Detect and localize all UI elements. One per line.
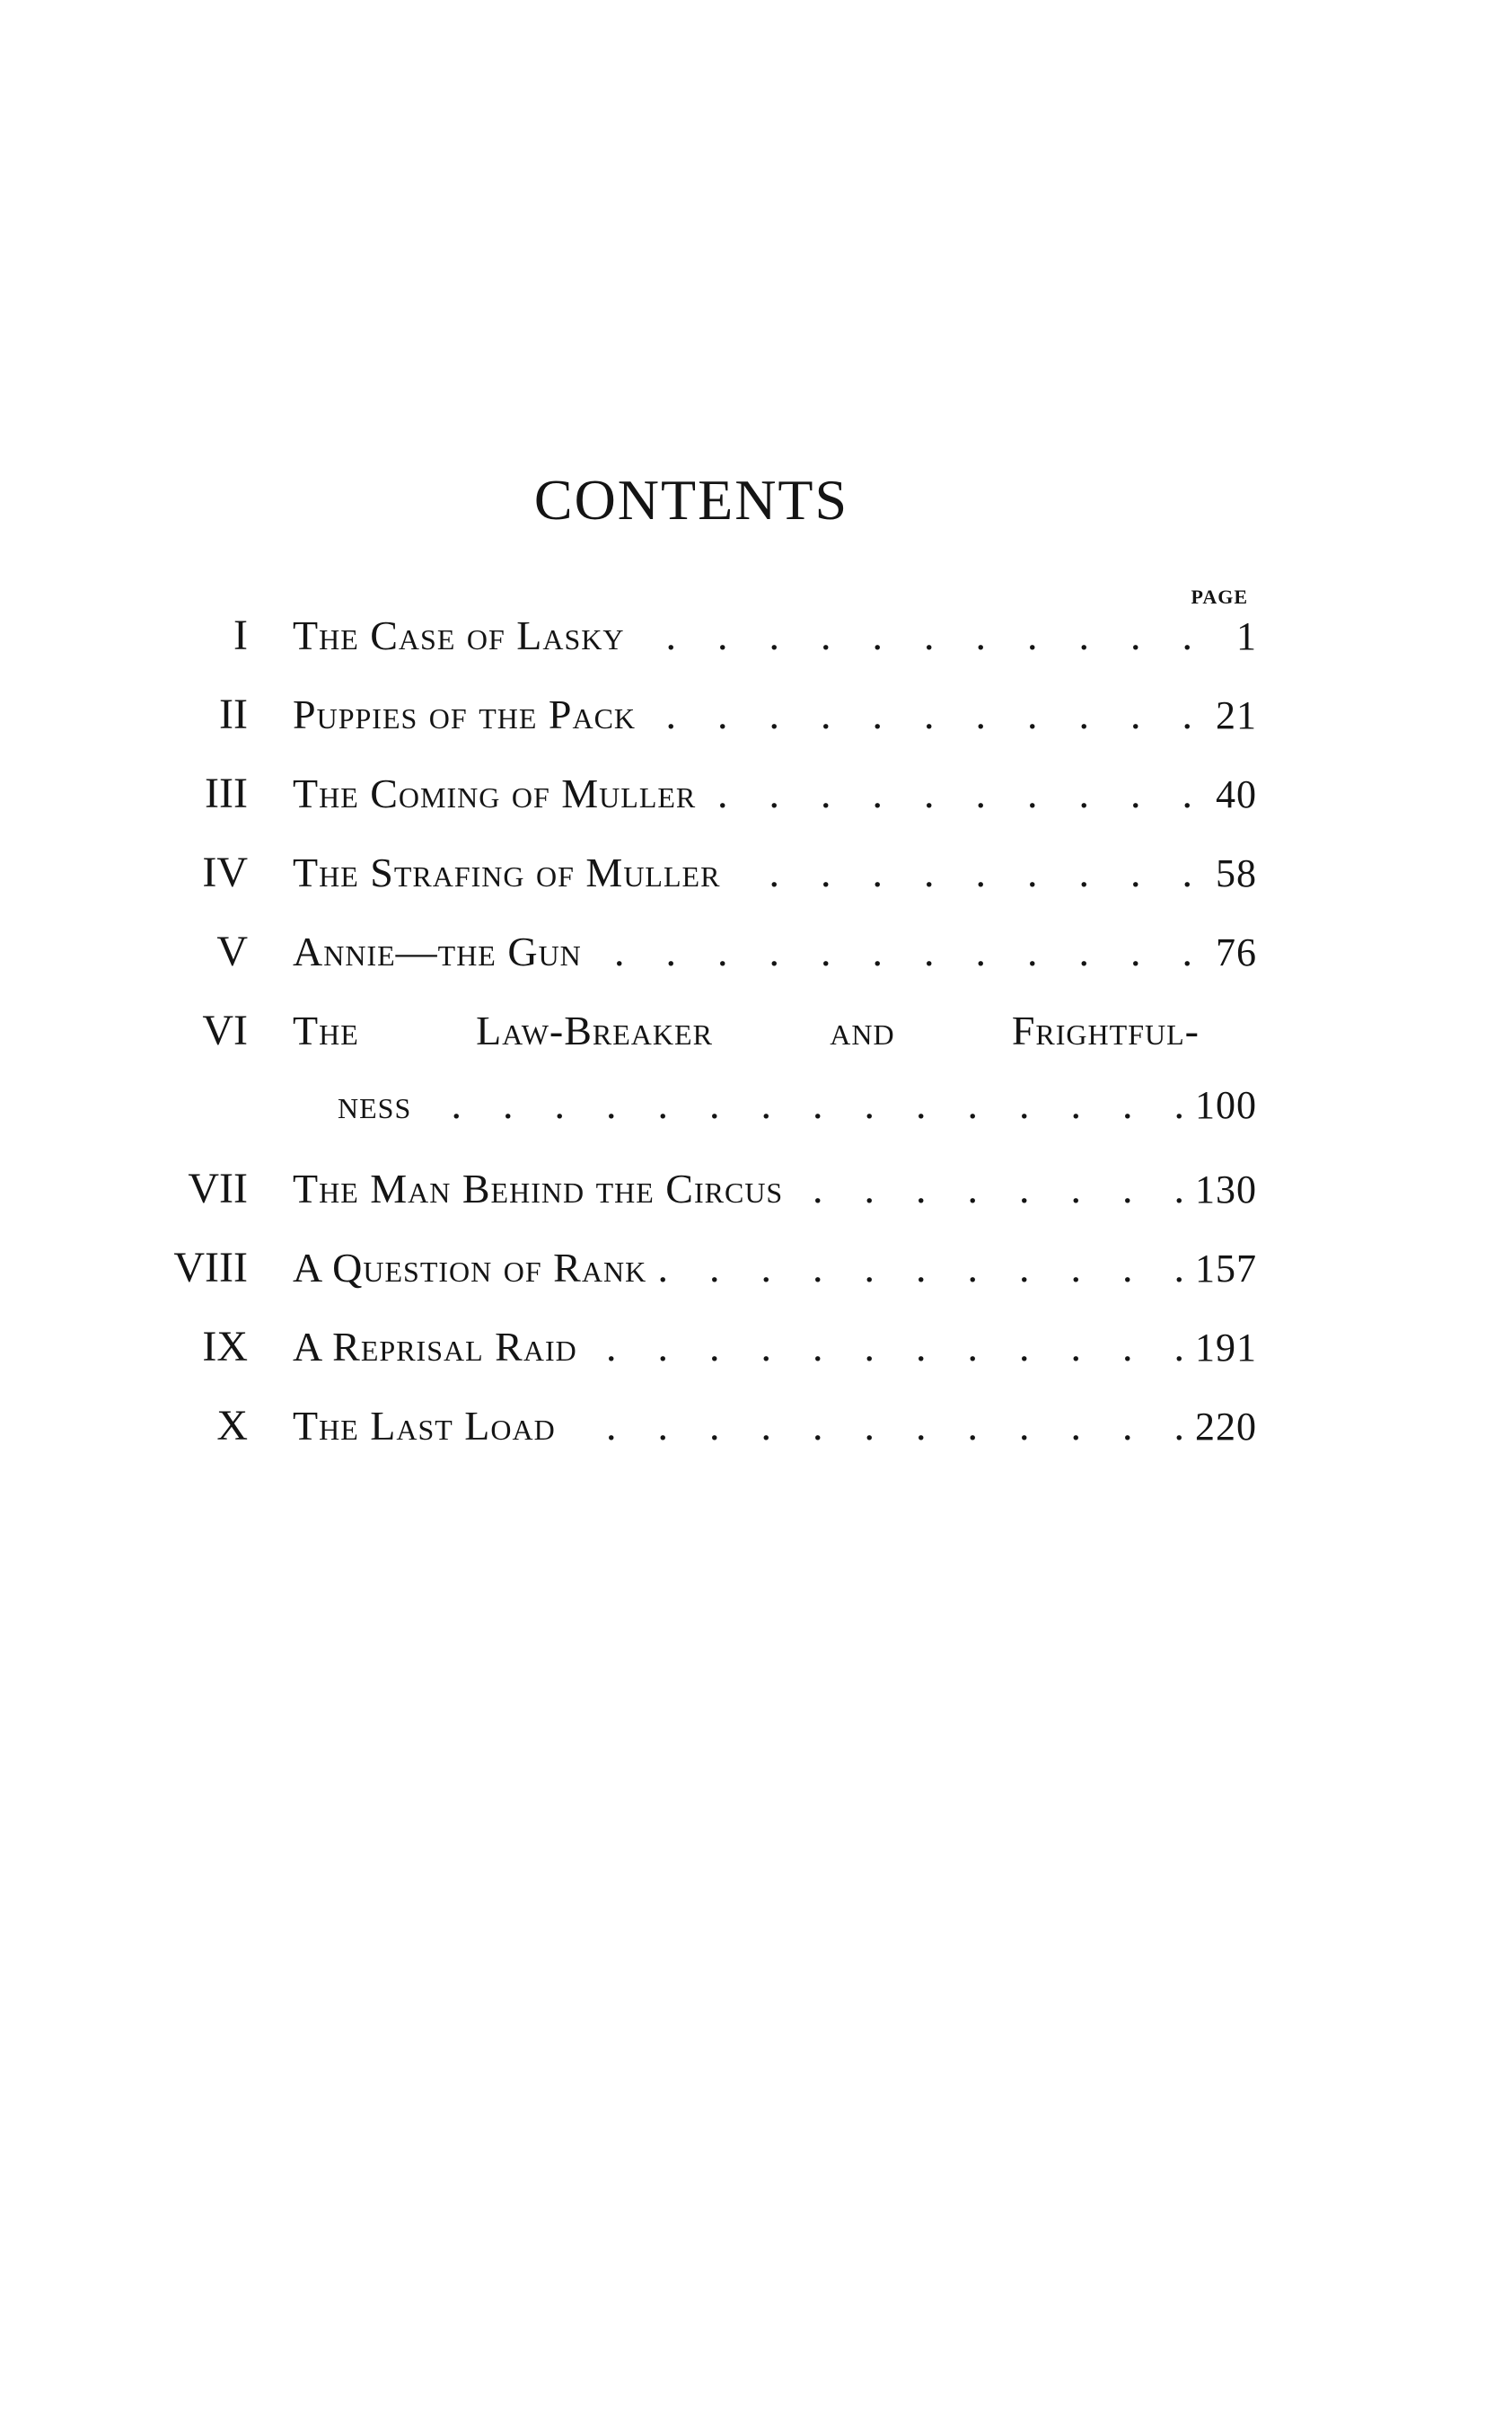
dot-leader	[731, 844, 1192, 902]
dot-leader	[657, 1239, 1184, 1297]
page-number: 157	[1195, 1247, 1257, 1291]
table-of-contents	[126, 607, 1257, 1476]
chapter-title: A Reprisal Raid	[293, 1324, 577, 1370]
page-number: 1	[1236, 614, 1257, 658]
chapter-title-word: The	[293, 1008, 359, 1053]
dot-leader	[707, 765, 1192, 823]
chapter-line-continued	[338, 1076, 1257, 1133]
chapter-line	[293, 607, 1257, 665]
toc-entry-9[interactable]	[126, 1318, 1257, 1397]
chapter-title: Annie—the Gun	[293, 929, 582, 974]
dot-leader	[567, 1397, 1184, 1455]
toc-entry-10[interactable]	[126, 1397, 1257, 1476]
chapter-line	[293, 923, 1257, 981]
page-column-label: PAGE	[1191, 586, 1248, 608]
toc-entry-7[interactable]	[126, 1160, 1257, 1239]
chapter-line	[293, 1002, 1200, 1060]
chapter-title-word: Frightful-	[1011, 1008, 1200, 1053]
toc-entry-4[interactable]	[126, 844, 1257, 923]
chapter-line	[293, 1160, 1257, 1218]
chapter-title: The Coming of Muller	[293, 771, 697, 816]
page-number: 130	[1195, 1167, 1257, 1211]
chapter-title: Puppies of the Pack	[293, 692, 637, 737]
toc-entry-8[interactable]	[126, 1239, 1257, 1318]
chapter-line	[293, 844, 1257, 902]
dot-leader	[422, 1076, 1184, 1133]
chapter-title: The Last Load	[293, 1403, 556, 1449]
chapter-number: X	[216, 1402, 248, 1449]
chapter-number: I	[233, 612, 248, 659]
chapter-title: The Case of Lasky	[293, 612, 625, 658]
chapter-title-continued: ness	[338, 1081, 412, 1127]
dot-leader	[593, 923, 1192, 981]
chapter-number: IX	[202, 1323, 248, 1370]
chapter-number: III	[205, 770, 248, 817]
chapter-line	[293, 1397, 1257, 1455]
chapter-number: VII	[188, 1165, 248, 1212]
chapter-line	[293, 1318, 1257, 1376]
dot-leader	[588, 1318, 1184, 1376]
chapter-title-word: and	[830, 1008, 895, 1053]
chapter-number: V	[216, 928, 248, 975]
chapter-number: VI	[202, 1007, 248, 1054]
dot-leader	[646, 686, 1192, 744]
page-number: 100	[1195, 1083, 1257, 1127]
chapter-title: A Question of Rank	[293, 1245, 647, 1291]
contents-heading: CONTENTS	[533, 468, 849, 532]
dot-leader	[794, 1160, 1184, 1218]
toc-entry-2[interactable]	[126, 686, 1257, 765]
page-number: 21	[1216, 693, 1257, 737]
chapter-line	[293, 686, 1257, 744]
page-number: 76	[1216, 930, 1257, 974]
page-number: 191	[1195, 1326, 1257, 1370]
chapter-title-word: Law-Breaker	[476, 1008, 713, 1053]
toc-entry-1[interactable]	[126, 607, 1257, 686]
toc-entry-6[interactable]	[126, 1002, 1257, 1160]
page-number: 58	[1216, 851, 1257, 895]
dot-leader	[636, 607, 1192, 665]
chapter-line	[293, 1239, 1257, 1297]
page-number: 40	[1216, 772, 1257, 816]
toc-entry-5[interactable]	[126, 923, 1257, 1002]
chapter-title: The Man Behind the Circus	[293, 1166, 784, 1211]
toc-entry-3[interactable]	[126, 765, 1257, 844]
chapter-title: The Strafing of Muller	[293, 850, 721, 895]
chapter-line	[293, 765, 1257, 823]
chapter-number: II	[219, 691, 248, 738]
chapter-number: VIII	[173, 1244, 248, 1291]
chapter-number: IV	[202, 849, 248, 896]
page-number: 220	[1195, 1405, 1257, 1449]
